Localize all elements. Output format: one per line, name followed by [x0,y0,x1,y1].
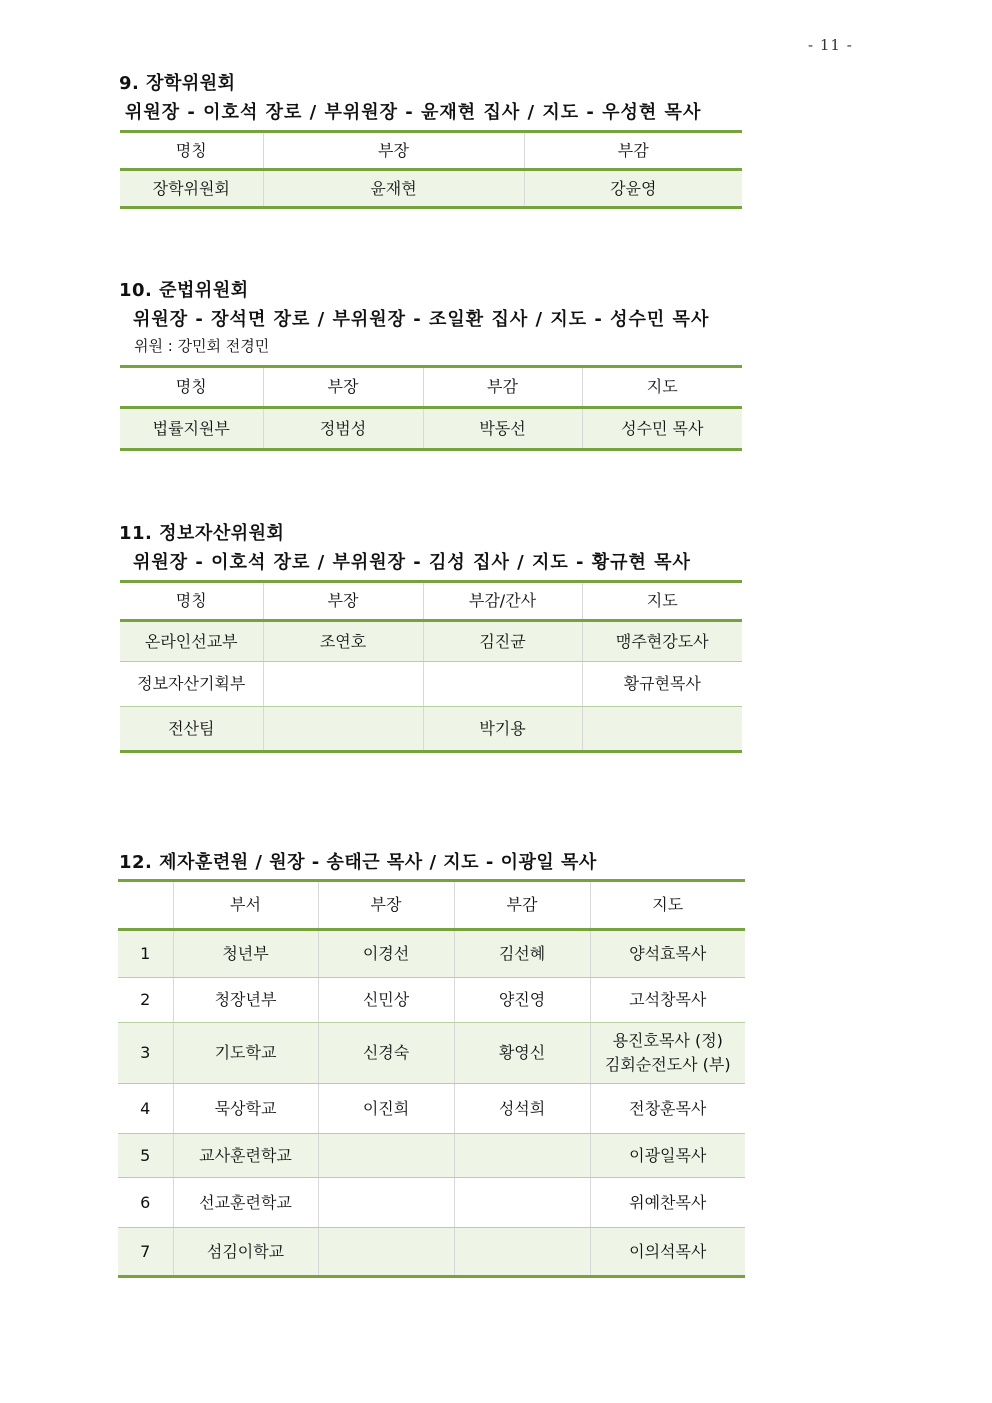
header-cell: 명칭 [120,582,263,621]
header-cell: 부장 [263,582,423,621]
table-cell [423,662,582,707]
section-10-members: 위원 : 강민회 전경민 [134,337,270,355]
table-row [118,1023,745,1084]
row-number: 5 [118,1134,173,1178]
row-number: 1 [118,930,173,978]
table-cell: 박기용 [423,707,582,752]
table-cell: 양석효목사 [590,930,745,978]
table-cell: 신민상 [318,978,454,1023]
table-cell: 온라인선교부 [120,621,263,662]
section-9-leaders: 위원장 - 이호석 장로 / 부위원장 - 윤재현 집사 / 지도 - 우성현 목사 [125,102,702,123]
table-cell: 윤재현 [263,170,524,208]
table-row [118,1134,745,1178]
table-cell: 이경선 [318,930,454,978]
table-row [118,1228,745,1277]
table-cell [582,707,742,752]
row-number: 2 [118,978,173,1023]
cell-line: 김회순전도사 (부) [604,1055,731,1074]
table-cell: 묵상학교 [173,1084,318,1134]
header-cell: 지도 [582,367,742,408]
page-number: - 11 - [808,36,853,54]
table-cell: 박동선 [423,408,582,450]
table-cell [454,1228,590,1277]
table-cell [454,1134,590,1178]
table-header-row [118,881,745,930]
table-cell: 성석희 [454,1084,590,1134]
row-number: 6 [118,1178,173,1228]
section-12-title: 12. 제자훈련원 / 원장 - 송태근 목사 / 지도 - 이광일 목사 [119,852,597,873]
section-12-table [118,879,745,1278]
cell-line: 용진호목사 (정) [612,1031,723,1050]
table-cell [263,707,423,752]
section-11-leaders: 위원장 - 이호석 장로 / 부위원장 - 김성 집사 / 지도 - 황규현 목사 [133,552,691,573]
header-cell: 부감 [524,132,742,170]
table-row [118,978,745,1023]
table-cell: 신경숙 [318,1023,454,1084]
table-cell: 청장년부 [173,978,318,1023]
table-cell [318,1134,454,1178]
table-cell [590,1023,745,1084]
table-cell: 강윤영 [524,170,742,208]
row-number: 3 [118,1023,173,1084]
table-row [120,170,742,208]
table-header-row [120,582,742,621]
table-cell: 양진영 [454,978,590,1023]
section-9-table [120,130,742,209]
section-10-leaders: 위원장 - 장석면 장로 / 부위원장 - 조일환 집사 / 지도 - 성수민 목사 [133,309,710,330]
table-cell: 황영신 [454,1023,590,1084]
table-cell [454,1178,590,1228]
table-header-row [120,367,742,408]
header-cell: 부장 [318,881,454,930]
table-cell: 법률지원부 [120,408,263,450]
table-cell: 섬김이학교 [173,1228,318,1277]
section-11-table [120,580,742,753]
table-cell: 고석창목사 [590,978,745,1023]
header-cell: 명칭 [120,367,263,408]
header-cell: 부감 [454,881,590,930]
header-cell: 지도 [582,582,742,621]
table-cell: 청년부 [173,930,318,978]
table-row [120,662,742,707]
header-cell: 명칭 [120,132,263,170]
table-row [120,621,742,662]
table-cell: 장학위원회 [120,170,263,208]
header-cell: 부장 [263,367,423,408]
table-cell: 정범성 [263,408,423,450]
table-row [118,930,745,978]
section-9-title: 9. 장학위원회 [119,73,236,94]
header-cell: 부감 [423,367,582,408]
table-cell [263,662,423,707]
header-cell: 부장 [263,132,524,170]
table-cell: 위예찬목사 [590,1178,745,1228]
table-cell: 정보자산기획부 [120,662,263,707]
table-cell: 전창훈목사 [590,1084,745,1134]
row-number: 7 [118,1228,173,1277]
table-row [120,408,742,450]
header-cell [118,881,173,930]
table-cell: 김선혜 [454,930,590,978]
section-11-title: 11. 정보자산위원회 [119,523,285,544]
table-cell: 이진희 [318,1084,454,1134]
table-cell: 황규현목사 [582,662,742,707]
table-cell: 교사훈련학교 [173,1134,318,1178]
table-cell: 맹주현강도사 [582,621,742,662]
row-number: 4 [118,1084,173,1134]
table-cell: 기도학교 [173,1023,318,1084]
table-header-row [120,132,742,170]
table-cell: 성수민 목사 [582,408,742,450]
table-cell [318,1178,454,1228]
table-cell: 전산팀 [120,707,263,752]
section-10-title: 10. 준법위원회 [119,280,249,301]
header-cell: 지도 [590,881,745,930]
table-cell: 조연호 [263,621,423,662]
table-cell: 이광일목사 [590,1134,745,1178]
table-cell: 선교훈련학교 [173,1178,318,1228]
table-cell: 이의석목사 [590,1228,745,1277]
header-cell: 부감/간사 [423,582,582,621]
section-10-table [120,365,742,451]
table-cell: 김진균 [423,621,582,662]
table-row [118,1084,745,1134]
header-cell: 부서 [173,881,318,930]
table-row [120,707,742,752]
table-row [118,1178,745,1228]
table-cell [318,1228,454,1277]
